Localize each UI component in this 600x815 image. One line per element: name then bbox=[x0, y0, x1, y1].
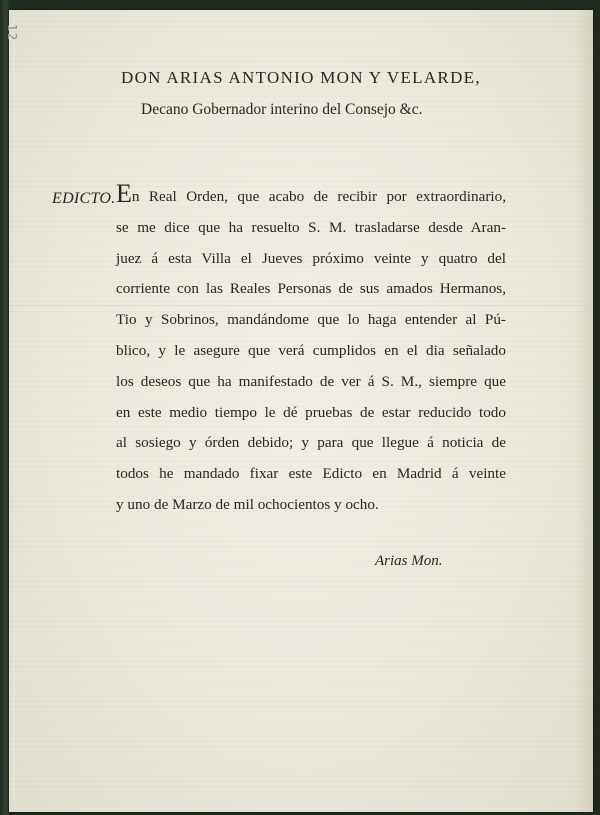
body-line: juez á esta Villa el Jueves próximo veinte y quatro del bbox=[116, 249, 506, 267]
document-subheading: Decano Gobernador interino del Consejo &c. bbox=[141, 101, 423, 118]
paper-edge-wear bbox=[575, 10, 593, 812]
body-line: Tio y Sobrinos, mandándome que lo haga entender al Pú- bbox=[116, 311, 506, 329]
signature: Arias Mon. bbox=[375, 553, 443, 569]
body-line: corriente con las Reales Personas de sus amados Hermanos, bbox=[116, 280, 506, 298]
document-page bbox=[5, 10, 593, 812]
body-line: se me dice que ha resuelto S. M. trasladarse desde Aran- bbox=[116, 218, 506, 236]
edict-body bbox=[116, 179, 506, 521]
document-heading: DON ARIAS ANTONIO MON Y VELARDE, bbox=[121, 68, 481, 87]
body-line: los deseos que ha manifestado de ver á S. M., siempre que bbox=[116, 372, 506, 390]
dropcap-letter: E bbox=[116, 179, 132, 208]
body-line: blico, y le asegure que verá cumplidos en el dia señalado bbox=[116, 341, 506, 359]
body-line: al sosiego y órden debido; y para que llegue á noticia de bbox=[116, 434, 506, 452]
edict-label: EDICTO. bbox=[52, 190, 116, 207]
body-line-last: y uno de Marzo de mil ochocientos y ocho. bbox=[116, 495, 379, 513]
body-line-1-text: n Real Orden, que acabo de recibir por extraordinario, bbox=[131, 188, 506, 205]
margin-pencil-note: 12 bbox=[5, 24, 19, 42]
body-line: en este medio tiempo le dé pruebas de estar reducido todo bbox=[116, 403, 506, 421]
body-line-1 bbox=[116, 179, 506, 213]
body-line: todos he mandado fixar este Edicto en Madrid á veinte bbox=[116, 465, 506, 483]
